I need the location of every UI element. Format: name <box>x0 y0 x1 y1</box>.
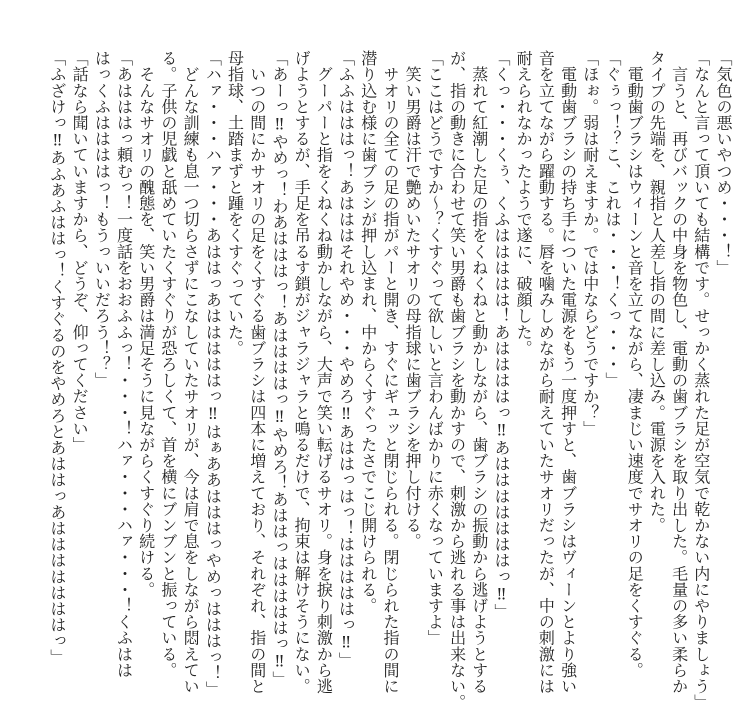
dialogue-line: 「くっ・・・くぅ、くふははははは！あははははっ‼あはははははははっ‼」 <box>491 50 511 620</box>
narration-line: 言うと、再びバックの中身を物色し、電動の歯ブラシを取り出した。毛量の多い柔らか <box>669 50 689 694</box>
dialogue-line: 「ここはどうですか～？くすぐって欲しいと言わんばかりに赤くなっていますよ」 <box>425 50 445 646</box>
dialogue-line: 「ハァ・・・ハァ・・・あははっあはははははっ‼はぁああはははっやめっはははっ！」 <box>203 50 223 697</box>
narration-line: る。子供の児戯と舐めていたくすぐりが恐ろしくて、首を横にブンブンと振っている。 <box>158 50 178 678</box>
narration-line: 笑い男爵は汗で艶めいたサオリの母指球に歯ブラシを押し付ける。 <box>403 50 423 550</box>
narration-line: 母指球、土踏まずと踵をくすぐっていた。 <box>225 50 245 356</box>
vertical-text-page <box>46 50 734 710</box>
dialogue-line: 「あーっ‼やめっ！わあはははっ！あははははっ‼やめろ！あははっはははははっ‼」 <box>269 50 289 687</box>
dialogue-line: 「話なら聞いていますから、どうぞ、仰ってください」 <box>70 50 90 453</box>
narration-line: そんなサオリの醜態を、笑い男爵は満足そうに見ながらくすぐり続ける。 <box>136 50 156 598</box>
narration-line: タイプの先端を、親指と人差し指の間に差し込み。電源を入れた。 <box>647 50 667 533</box>
dialogue-line: はっくふははははっ！もうっいいだろう！？」 <box>92 50 112 389</box>
dialogue-line: 「ぐぅっ！？こ、これは・・・！くっ・・・」 <box>602 50 622 389</box>
narration-line: どんな訓練も息一つ切らさずにこなしていたサオリが、今は肩で息をしながら悶えてい <box>181 50 201 694</box>
dialogue-line: 「ほぉ。弱は耐えますか。では中ならどうですか？」 <box>580 50 600 437</box>
narration-line: 蒸れて紅潮した足の指をくねくねと動かしながら、歯ブラシの振動から逃げようとする <box>469 50 489 694</box>
dialogue-line: 「ふふはははっ！あはははそれやめ・・・やめろ‼あははっはっ！はははははっ‼」 <box>336 50 356 668</box>
dialogue-line: 「気色の悪いやつめ・・・！」 <box>714 50 733 276</box>
narration-line: サオリの全ての足の指がパーと開き、すぐにギュッと閉じられる。閉じられた指の間に <box>380 50 400 694</box>
narration-line: が、指の動きに合わせて笑い男爵も歯ブラシを動かすので、刺激から逃れる事は出来ない。 <box>447 50 467 710</box>
narration-line: げようとするが、手足を吊るす鎖がジャラジャラと鳴るだけで、拘束は解けそうにない。 <box>292 50 312 694</box>
narration-line: 耐えられなかったようで遂に、破顔した。 <box>514 50 534 356</box>
narration-line: いつの間にかサオリの足をくすぐる歯ブラシは四本に増えており、それぞれ、指の間と <box>247 50 267 694</box>
narration-line: 潜り込む様に歯ブラシが押し込まれ、中からくすぐったさでこじ開けられる。 <box>358 50 378 614</box>
narration-line: グーパーと指をくねくね動かしながら、大声で笑い転げるサオリ。身を捩り刺激から逃 <box>314 50 334 694</box>
dialogue-line: 「あはははっ頼むっ！一度話をおおふふっ！・・・！ハァ・・・ハァ・・・！くふはは <box>114 50 134 678</box>
narration-line: 電動歯ブラシの持ち手についた電源をもう一度押すと、歯ブラシはヴィーンとより強い <box>558 50 578 694</box>
narration-line: 音を立てながら躍動する。唇を噛みしめながら耐えていたサオリだったが、中の刺激には <box>536 50 556 694</box>
dialogue-line: 「なんと言って頂いても結構です。せっかく蒸れた足が空気で乾かない内にやりましょう」 <box>691 50 711 710</box>
narration-line: 電動歯ブラシはウィーンと音を立てながら、凄まじい速度でサオリの足をくすぐる。 <box>625 50 645 678</box>
dialogue-line: 「ふざけっ‼あふあふははっ！くすぐるのをやめろとあははっあはははははははっ」 <box>47 50 67 665</box>
